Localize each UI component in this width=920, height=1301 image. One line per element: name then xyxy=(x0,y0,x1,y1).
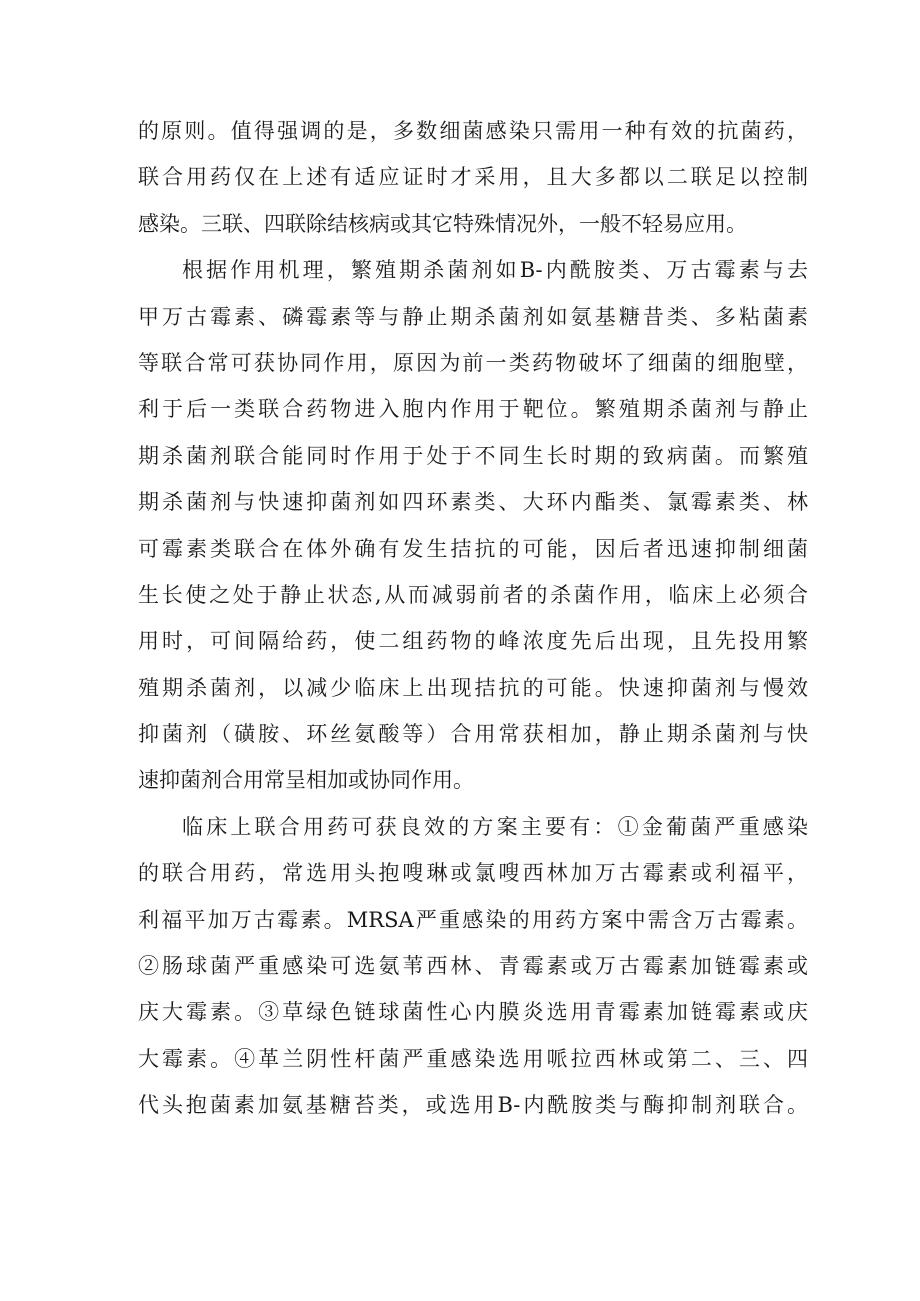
text-line: 根据作用机理，繁殖期杀菌剂如B-内酰胺类、万古霉素与去 xyxy=(182,258,808,283)
text-line: 甲万古霉素、磷霉素等与静止期杀菌剂如氨基糖昔类、多粘菌素 xyxy=(138,304,808,329)
text-line: 庆大霉素。③草绿色链球菌性心内膜炎选用青霉素加链霉素或庆 xyxy=(138,1000,808,1025)
text-line: 的原则。值得强调的是，多数细菌感染只需用一种有效的抗菌药， xyxy=(138,119,808,143)
text-line: 大霉素。④革兰阴性杆菌严重感染选用哌拉西林或第二、三、四 xyxy=(138,1046,808,1071)
text-line: 用时，可间隔给药，使二组药物的峰浓度先后出现，且先投用繁 xyxy=(138,629,808,654)
text-line: 殖期杀菌剂，以减少临床上出现拮抗的可能。快速抑菌剂与慢效 xyxy=(138,675,808,700)
text-line: 期杀菌剂与快速抑菌剂如四环素类、大环内酯类、氯霉素类、林 xyxy=(138,490,808,515)
text-line: 可霉素类联合在体外确有发生拮抗的可能，因后者迅速抑制细菌 xyxy=(138,536,808,561)
document-body xyxy=(138,108,808,1129)
text-line: ②肠球菌严重感染可选氨苇西林、青霉素或万古霉素加链霉素或 xyxy=(138,954,808,979)
paragraph-2 xyxy=(138,247,808,804)
text-line: 生长使之处于静止状态,从而减弱前者的杀菌作用，临床上必须合 xyxy=(138,582,808,607)
paragraph-1 xyxy=(138,108,808,247)
text-line: 利福平加万古霉素。MRSA严重感染的用药方案中需含万古霉素。 xyxy=(138,907,808,932)
text-line: 期杀菌剂联合能同时作用于处于不同生长时期的致病菌。而繁殖 xyxy=(138,443,808,468)
text-line: 临床上联合用药可获良效的方案主要有：①金葡菌严重感染 xyxy=(182,814,808,839)
text-line: 的联合用药，常选用头抱嗖琳或氯嗖西林加万古霉素或利福平， xyxy=(138,861,808,886)
text-line: 代头抱菌素加氨基糖苔类，或选用B-内酰胺类与酶抑制剂联合。 xyxy=(138,1093,808,1118)
text-line: 利于后一类联合药物进入胞内作用于靶位。繁殖期杀菌剂与静止 xyxy=(138,397,808,422)
text-line: 抑菌剂（磺胺、环丝氨酸等）合用常获相加，静止期杀菌剂与快 xyxy=(138,722,808,747)
paragraph-3 xyxy=(138,804,808,1129)
text-line: 等联合常可获协同作用，原因为前一类药物破坏了细菌的细胞壁， xyxy=(138,350,808,375)
text-line: 速抑菌剂合用常呈相加或协同作用。 xyxy=(138,768,474,793)
text-line: 联合用药仅在上述有适应证时才采用，且大多都以二联足以控制 xyxy=(138,165,808,190)
text-line: 感染。三联、四联除结核病或其它特殊情况外，一般不轻易应用。 xyxy=(138,211,747,236)
